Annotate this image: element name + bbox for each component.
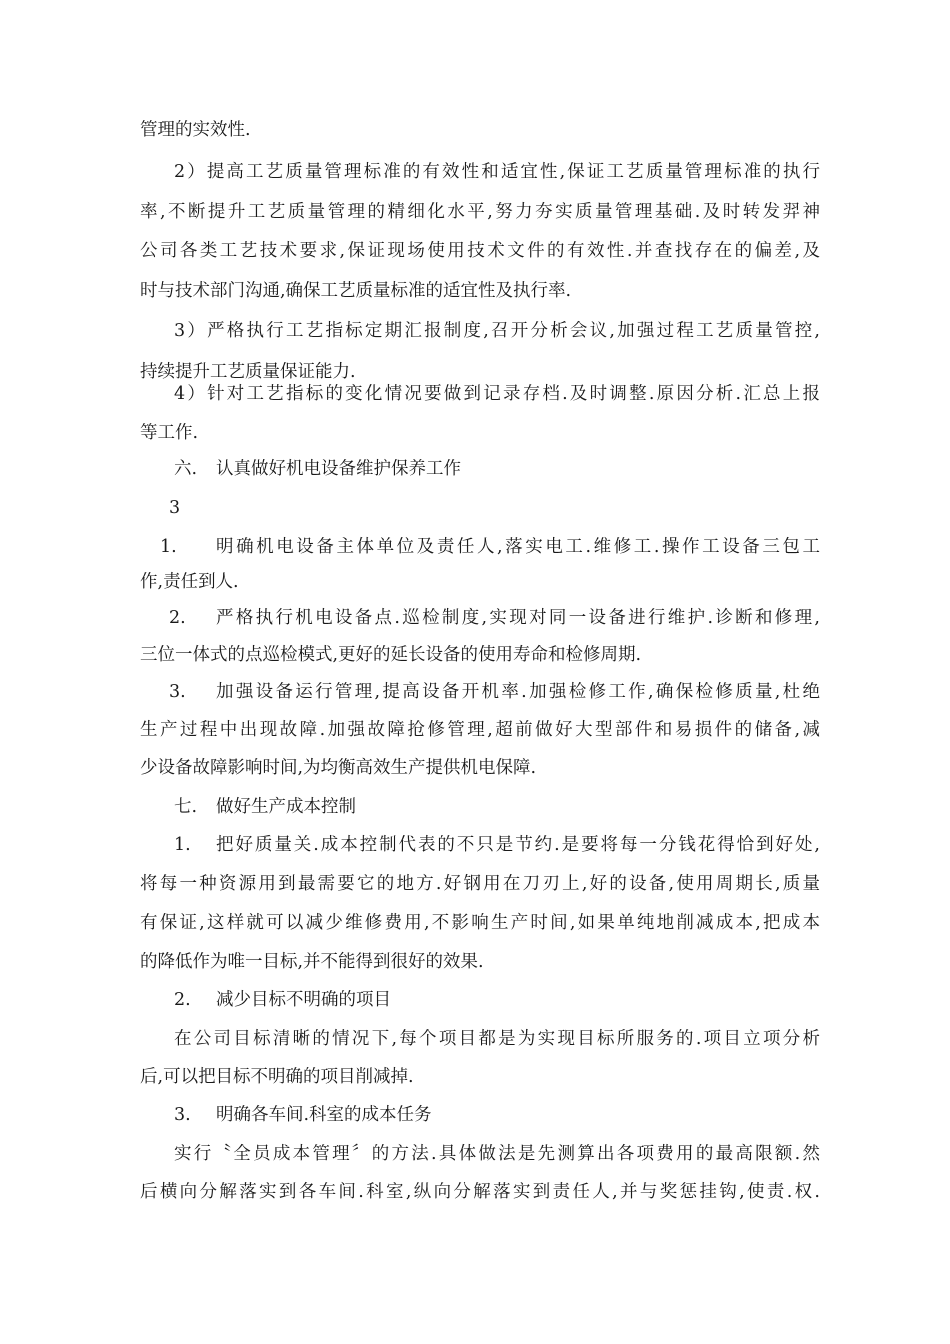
text-line: 后横向分解落实到各车间.科室,纵向分解落实到责任人,并与奖惩挂钩,使责.权.: [140, 1182, 820, 1202]
text-line: 少设备故障影响时间,为均衡高效生产提供机电保障.: [140, 758, 537, 778]
text-line: 有保证,这样就可以减少维修费用,不影响生产时间,如果单纯地削减成本,把成本: [140, 913, 820, 933]
item-heading: 减少目标不明确的项目: [216, 990, 391, 1010]
text-line: 明确机电设备主体单位及责任人,落实电工.维修工.操作工设备三包工: [216, 537, 820, 557]
page-number: 3: [169, 498, 181, 518]
text-line: 3）严格执行工艺指标定期汇报制度,召开分析会议,加强过程工艺质量管控,: [174, 321, 820, 341]
text-line: 实行〝全员成本管理〞的方法.具体做法是先测算出各项费用的最高限额.然: [174, 1144, 820, 1164]
text-line: 加强设备运行管理,提高设备开机率.加强检修工作,确保检修质量,杜绝: [216, 682, 820, 702]
item-number: 3.: [169, 682, 186, 702]
section-heading: 做好生产成本控制: [216, 797, 356, 817]
text-line: 等工作.: [140, 423, 199, 443]
item-number: 3.: [174, 1105, 191, 1125]
item-number: 2.: [174, 990, 191, 1010]
text-line: 在公司目标清晰的情况下,每个项目都是为实现目标所服务的.项目立项分析: [174, 1029, 820, 1049]
section-number: 七.: [174, 797, 198, 817]
item-number: 2.: [169, 608, 186, 628]
text-line: 4）针对工艺指标的变化情况要做到记录存档.及时调整.原因分析.汇总上报: [174, 384, 820, 404]
text-line: 后,可以把目标不明确的项目削减掉.: [140, 1067, 414, 1087]
text-line: 的降低作为唯一目标,并不能得到很好的效果.: [140, 952, 484, 972]
text-line: 持续提升工艺质量保证能力.: [140, 362, 356, 382]
text-line: 把好质量关.成本控制代表的不只是节约.是要将每一分钱花得恰到好处,: [216, 835, 820, 855]
section-heading: 认真做好机电设备维护保养工作: [216, 459, 461, 479]
text-line: 管理的实效性.: [140, 120, 251, 140]
text-line: 率,不断提升工艺质量管理的精细化水平,努力夯实质量管理基础.及时转发羿神: [140, 202, 820, 222]
text-line: 将每一种资源用到最需要它的地方.好钢用在刀刃上,好的设备,使用周期长,质量: [140, 874, 820, 894]
text-line: 2）提高工艺质量管理标准的有效性和适宜性,保证工艺质量管理标准的执行: [174, 162, 820, 182]
item-heading: 明确各车间.科室的成本任务: [216, 1105, 432, 1125]
text-line: 三位一体式的点巡检模式,更好的延长设备的使用寿命和检修周期.: [140, 645, 642, 665]
item-number: 1.: [174, 835, 191, 855]
item-number: 1.: [160, 537, 177, 557]
text-line: 公司各类工艺技术要求,保证现场使用技术文件的有效性.并查找存在的偏差,及: [140, 241, 820, 261]
text-line: 生产过程中出现故障.加强故障抢修管理,超前做好大型部件和易损件的储备,减: [140, 720, 820, 740]
section-number: 六.: [174, 459, 198, 479]
text-line: 作,责任到人.: [140, 572, 239, 592]
text-line: 严格执行机电设备点.巡检制度,实现对同一设备进行维护.诊断和修理,: [216, 608, 820, 628]
text-line: 时与技术部门沟通,确保工艺质量标准的适宜性及执行率.: [140, 281, 572, 301]
